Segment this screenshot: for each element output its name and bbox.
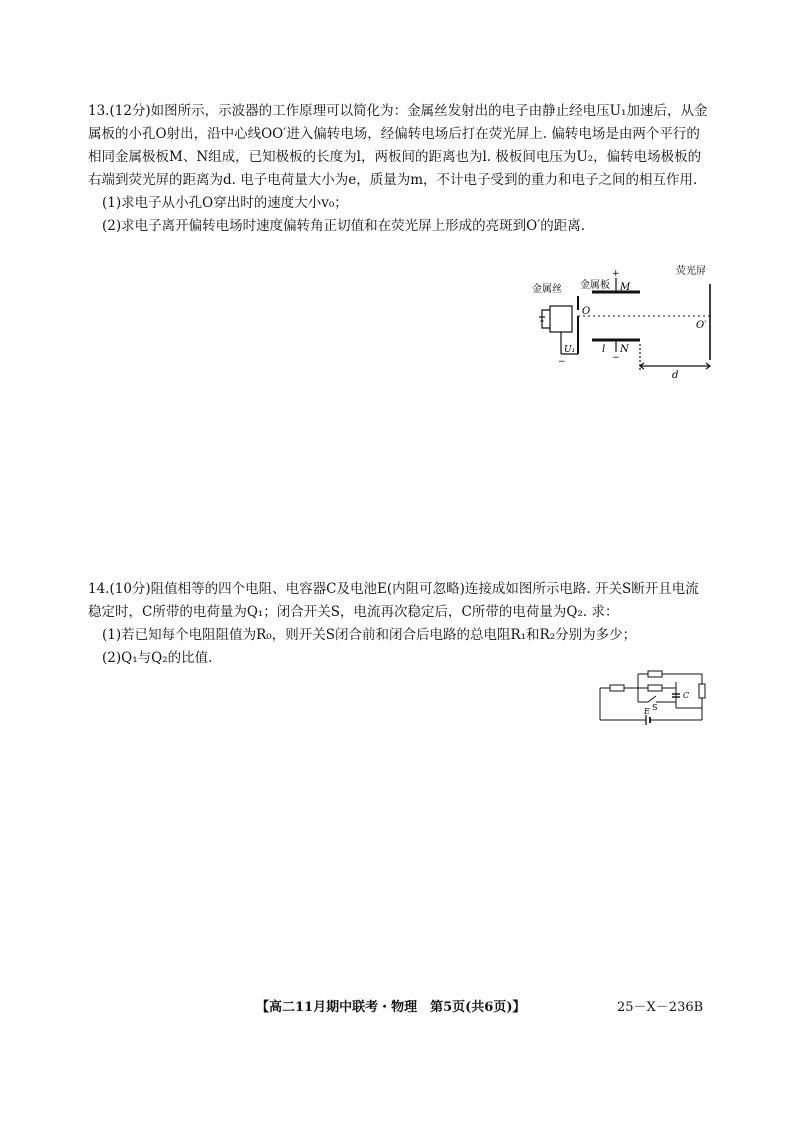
label-u1: U₁ — [564, 345, 576, 355]
label-m: M — [620, 282, 631, 293]
oscilloscope-diagram — [530, 262, 720, 380]
label-n-minus: − — [612, 353, 620, 363]
label-wire: 金属丝 — [532, 284, 562, 295]
question-13-figure — [530, 262, 720, 380]
label-n: N — [620, 344, 629, 355]
label-plate: 金属板 — [580, 280, 610, 291]
question-14-part-2: (2)Q₁与Q₂的比值. — [102, 650, 213, 666]
label-l: l — [602, 344, 606, 355]
label-e: E — [644, 707, 650, 716]
label-m-plus: + — [612, 269, 620, 279]
switch-s — [648, 696, 656, 702]
question-14-stem: 14.(10分)阻值相等的四个电阻、电容器C及电池E(内阻可忽略)连接成如图所示电路. 开关S断开且电流稳定时，C所带的电荷量为Q₁；闭合开关S，电流再次稳定后，C所带的电荷量为Q₂. 求： — [88, 581, 699, 620]
resistor-3 — [648, 685, 662, 691]
label-s: S — [652, 703, 658, 712]
question-13-stem: 13.(12分)如图所示，示波器的工作原理可以简化为：金属丝发射出的电子由静止经电压U₁加速后，从金属板的小孔O射出，沿中心线OO′进入偏转电场，经偏转电场后打在荧光屏上. 偏转电场是由两个平行的相同金属极板M、N组成，已知极板的长度为l，两板间的距离也为l. 极板间电压为U₂，偏转电场极板的右端到荧光屏的距离为d. 电子电荷量大小为e，质量为m，不计电子受到的重力和电子之间的相互作用. — [88, 103, 708, 188]
filament-wire — [542, 310, 550, 328]
resistor-2 — [648, 671, 662, 677]
exam-code: 25－X－236B — [617, 1000, 704, 1015]
circuit-diagram — [596, 664, 710, 732]
question-13-part-2: (2)求电子离开偏转电场时速度偏转角正切值和在荧光屏上形成的亮斑到O′的距离. — [102, 218, 586, 234]
question-14-part-1: (1)若已知每个电阻阻值为R₀，则开关S闭合前和闭合后电路的总电阻R₁和R₂分别为多少； — [102, 627, 637, 643]
question-14-figure — [596, 664, 710, 732]
resistor-4 — [699, 684, 705, 698]
label-o: O — [582, 306, 591, 317]
question-14 — [88, 578, 710, 670]
question-13-part-1: (1)求电子从小孔O穿出时的速度大小v₀； — [102, 195, 348, 211]
label-o-prime: O′ — [696, 320, 707, 331]
label-c: C — [683, 691, 690, 700]
resistor-1 — [610, 685, 624, 691]
page-footer: 【高二11月期中联考・物理 第5页(共6页)】 — [256, 1000, 526, 1015]
question-13 — [88, 100, 710, 238]
filament-box — [550, 306, 572, 332]
label-u1-minus: − — [558, 357, 566, 367]
label-screen: 荧光屏 — [676, 266, 706, 277]
label-d: d — [672, 370, 679, 380]
